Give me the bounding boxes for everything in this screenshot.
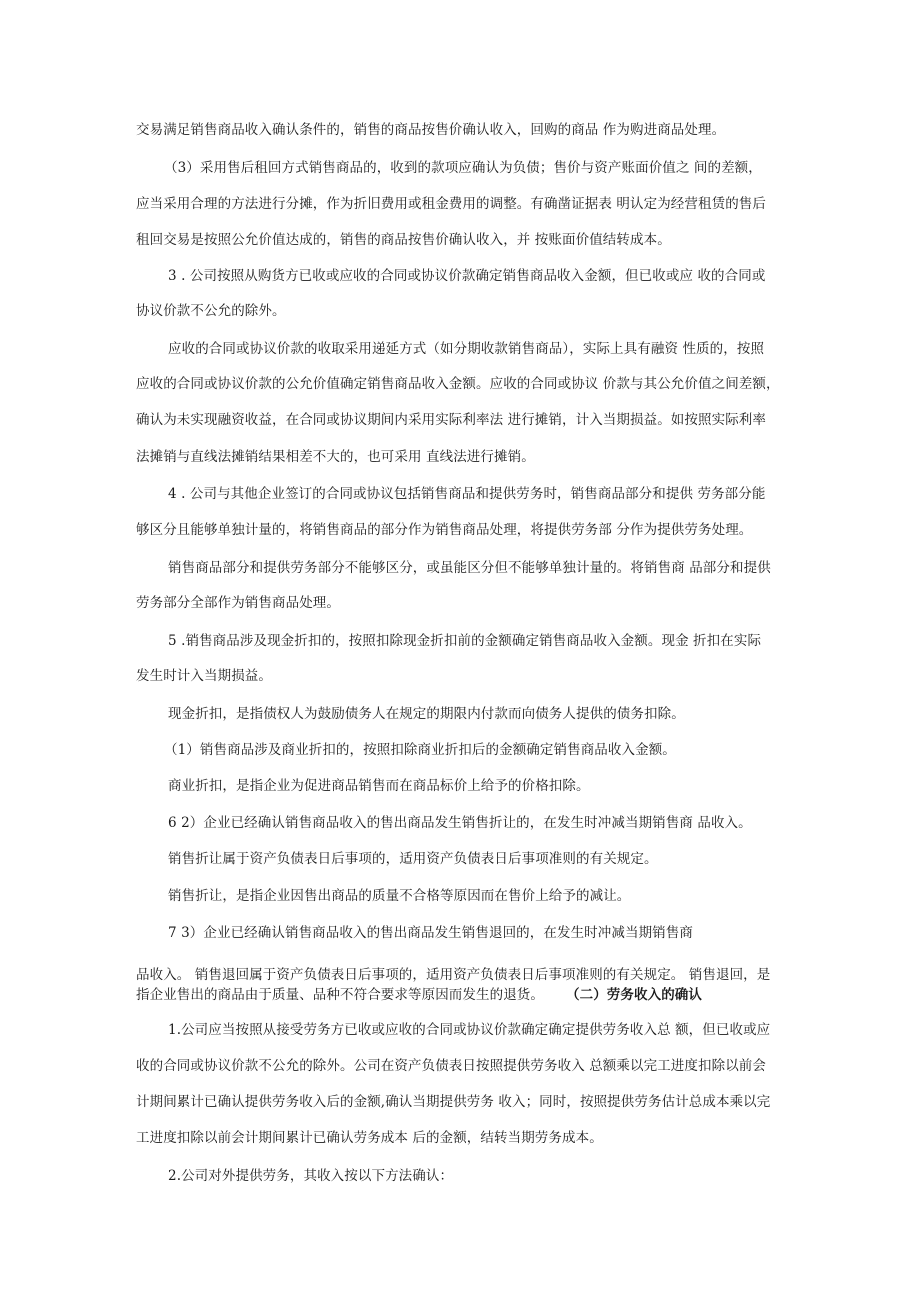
text-line: 发生时计入当期损益。	[136, 668, 272, 684]
text-line: 收的合同或协议价款不公允的除外。公司在资产负债表日按照提供劳务收入 总额乘以完工进度扣除以前会	[136, 1058, 766, 1074]
text-line: 现金折扣，是指债权人为鼓励债务人在规定的期限内付款而向债务人提供的债务扣除。	[168, 706, 685, 722]
text-line: 租回交易是按照公允价值达成的，销售的商品按售价确认收入，并 按账面价值结转成本。	[136, 232, 671, 248]
text-line: 5 .销售商品涉及现金折扣的，按照扣除现金折扣前的金额确定销售商品收入金额。现金 折扣在实际	[168, 633, 762, 649]
text-line: 法摊销与直线法摊销结果相差不大的，也可采用 直线法进行摊销。	[136, 449, 535, 465]
text-line: 3 . 公司按照从购货方已收或应收的合同或协议价款确定销售商品收入金额，但已收或应 收的合同或	[168, 268, 766, 284]
text-line: 指企业售出的商品由于质量、品种不符合要求等原因而发生的退货。	[136, 987, 544, 1003]
text-line: 工进度扣除以前会计期间累计已确认劳务成本 后的金额，结转当期劳务成本。	[136, 1130, 603, 1146]
text-line: 劳务部分全部作为销售商品处理。	[136, 595, 340, 611]
text-line: 确认为未实现融资收益，在合同或协议期间内采用实际利率法 进行摊销，计入当期损益。如按照实际利率	[136, 412, 766, 428]
text-line: （1）销售商品涉及商业折扣的，按照扣除商业折扣后的金额确定销售商品收入金额。	[164, 742, 676, 758]
text-line: 应收的合同或协议价款的公允价值确定销售商品收入金额。应收的合同或协议 价款与其公允价值之间差额，	[136, 376, 780, 392]
text-line: 4 . 公司与其他企业签订的合同或协议包括销售商品和提供劳务时，销售商品部分和提供 劳务部分能	[168, 486, 766, 502]
text-line: 品收入。 销售退回属于资产负债表日后事项的，适用资产负债表日后事项准则的有关规定。 销售退回，是	[136, 967, 771, 983]
text-line: 够区分且能够单独计量的，将销售商品的部分作为销售商品处理，将提供劳务部 分作为提供劳务处理。	[136, 522, 753, 538]
text-line: 交易满足销售商品收入确认条件的，销售的商品按售价确认收入，回购的商品 作为购进商品处理。	[136, 122, 726, 138]
text-line: 应当采用合理的方法进行分摊，作为折旧费用或租金费用的调整。有确凿证据表 明认定为经营租赁的售后	[136, 196, 766, 212]
text-line: 协议价款不公允的除外。	[136, 303, 286, 319]
text-line: 销售折让，是指企业因售出商品的质量不合格等原因而在售价上给予的减让。	[168, 888, 631, 904]
text-line: 7 3）企业已经确认销售商品收入的售出商品发生销售退回的，在发生时冲减当期销售商	[168, 925, 693, 941]
text-line: （3）采用售后租回方式销售商品的，收到的款项应确认为负债；售价与资产账面价值之 间的差额，	[164, 160, 762, 176]
section-heading: （二）劳务收入的确认	[566, 987, 702, 1003]
text-line: 销售商品部分和提供劳务部分不能够区分，或虽能区分但不能够单独计量的。将销售商 品部分和提供	[168, 560, 771, 576]
text-line: 销售折让属于资产负债表日后事项的，适用资产负债表日后事项准则的有关规定。	[168, 851, 658, 867]
text-line: 2.公司对外提供劳务，其收入按以下方法确认：	[168, 1168, 454, 1184]
text-line: 1.公司应当按照从接受劳务方已收或应收的合同或协议价款确定确定提供劳务收入总 额，但已收或应	[168, 1022, 771, 1038]
text-line: 6 2）企业已经确认销售商品收入的售出商品发生销售折让的，在发生时冲减当期销售商 品收入。	[168, 815, 752, 831]
text-line: 应收的合同或协议价款的收取采用递延方式（如分期收款销售商品），实际上具有融资 性质的，按照	[168, 341, 765, 357]
text-line: 商业折扣，是指企业为促进商品销售而在商品标价上给予的价格扣除。	[168, 778, 590, 794]
text-line: 计期间累计已确认提供劳务收入后的金额,确认当期提供劳务 收入；同时，按照提供劳务估计总成本乘以完	[136, 1094, 771, 1110]
